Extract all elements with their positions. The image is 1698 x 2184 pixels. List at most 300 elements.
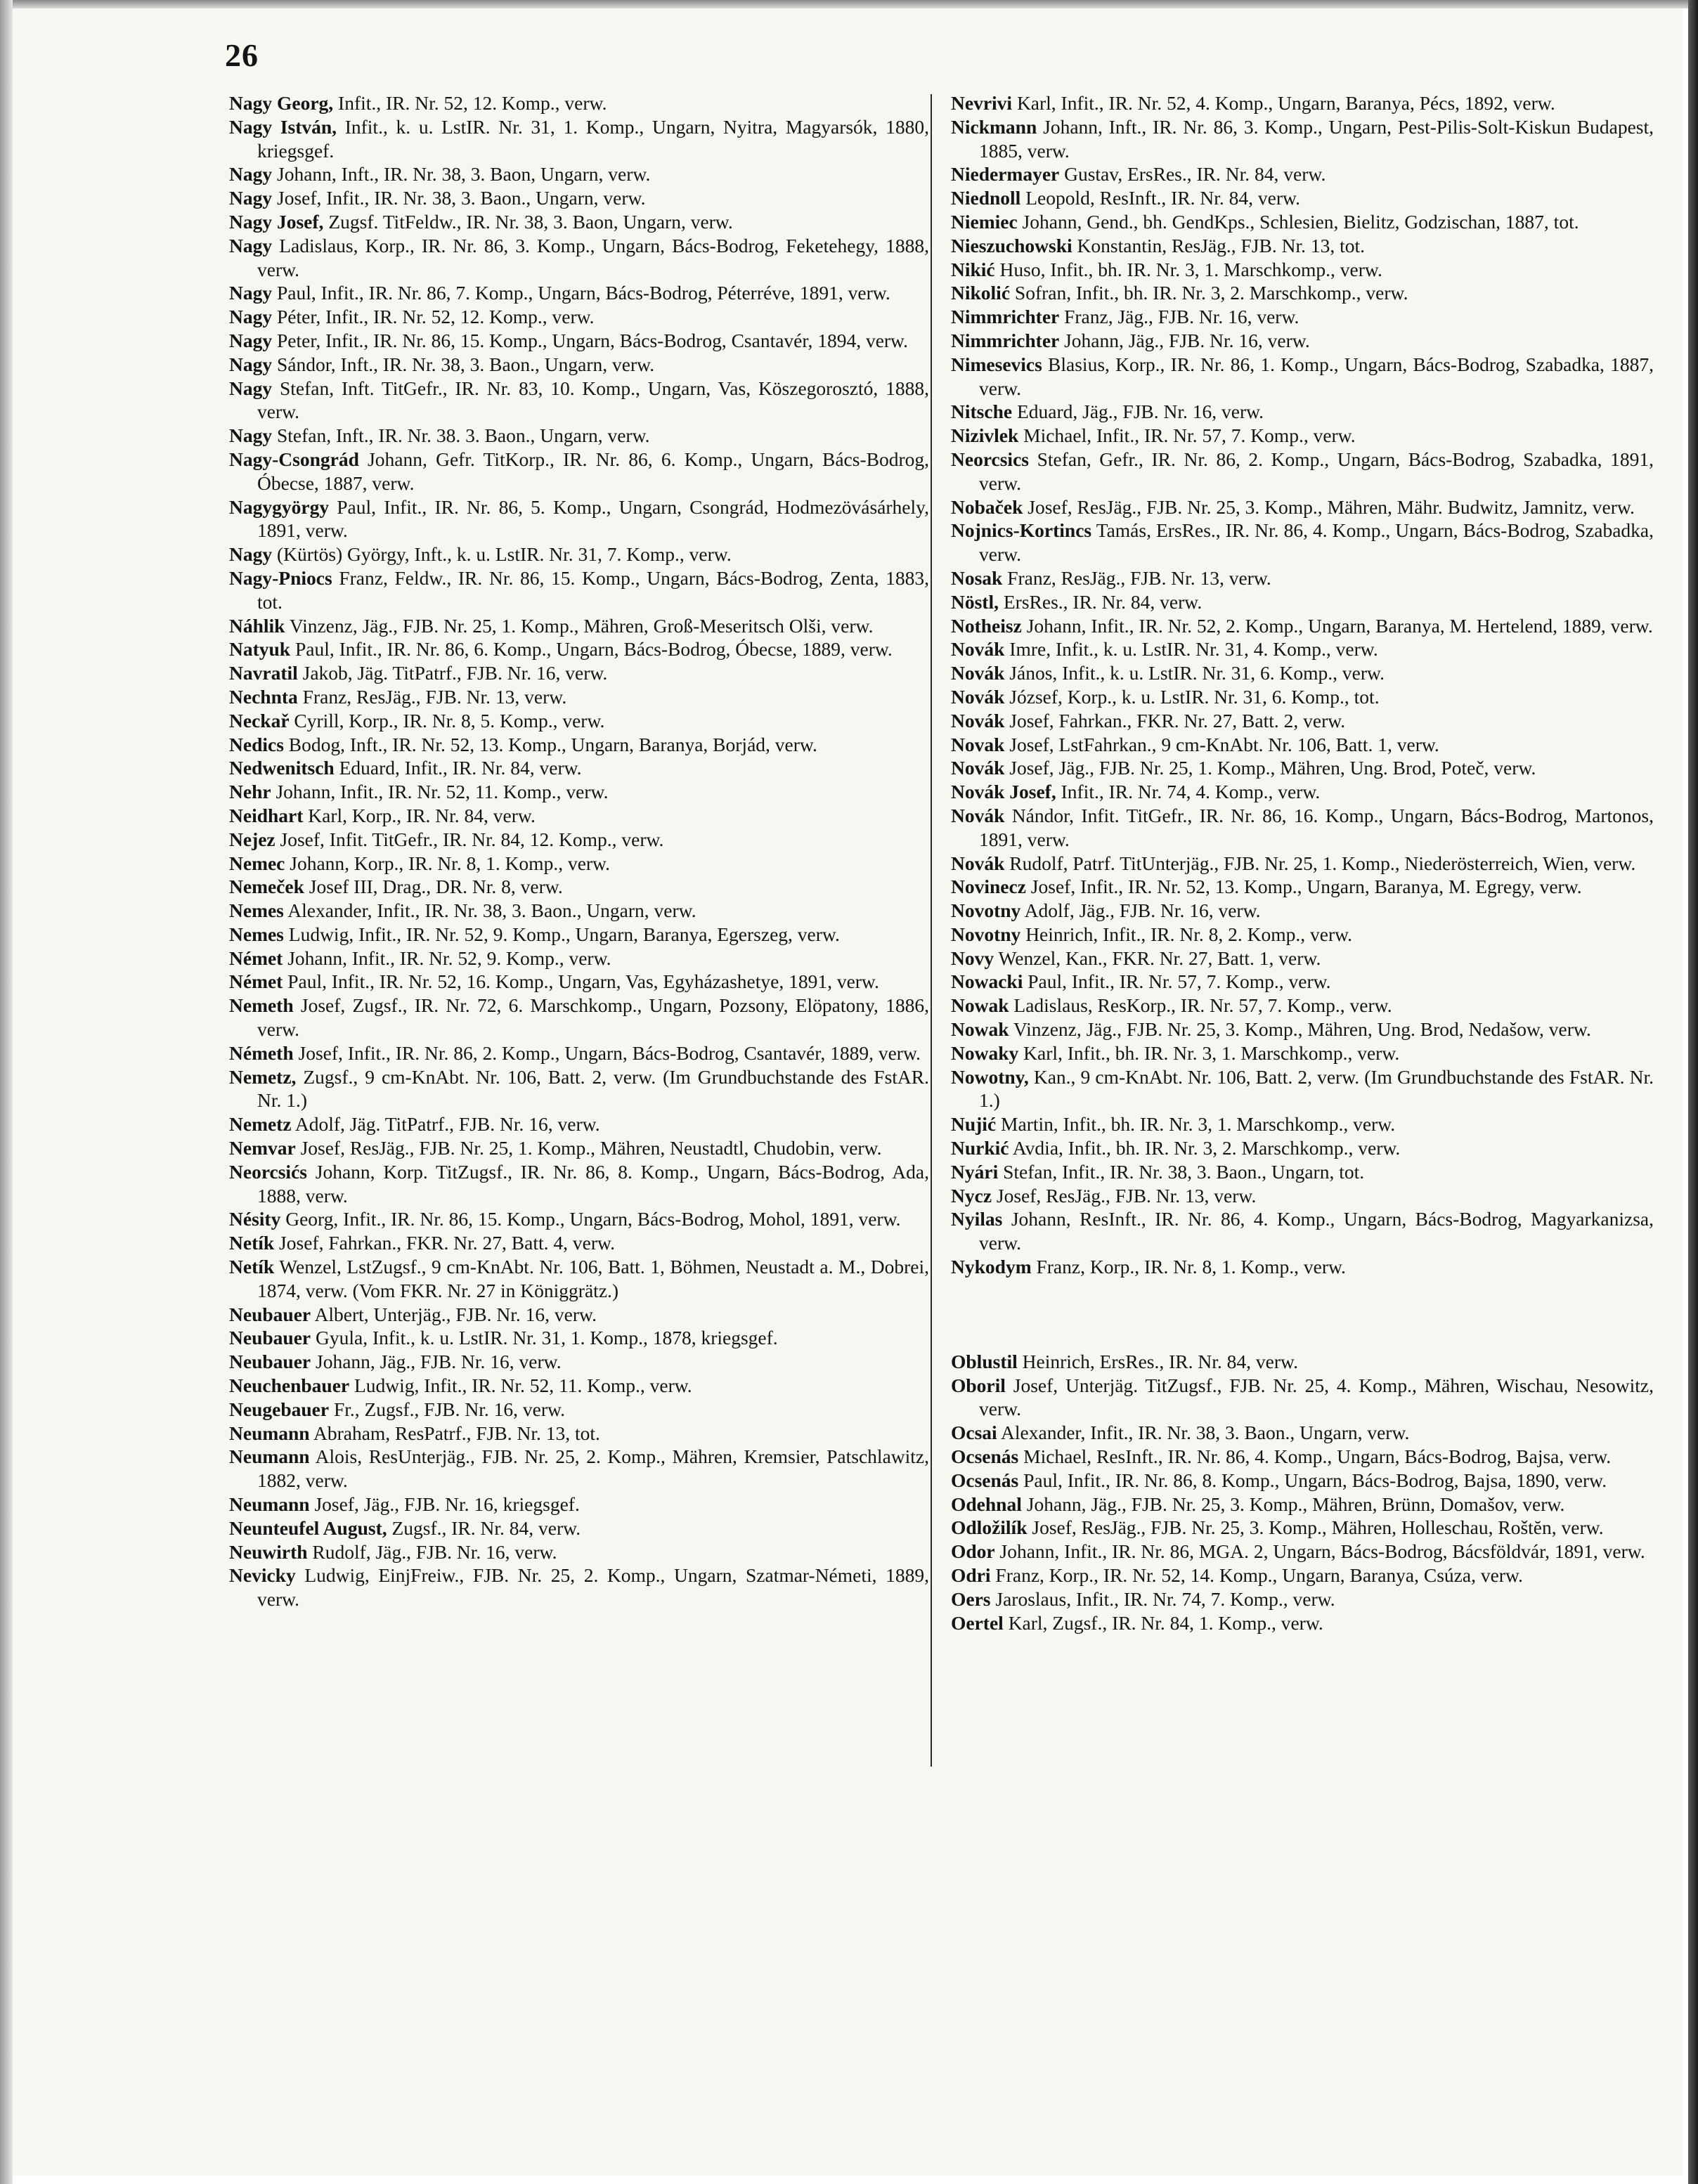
entry-name: Neunteufel August, bbox=[229, 1516, 387, 1539]
entry-name: Novák bbox=[951, 757, 1005, 779]
list-entry bbox=[951, 1421, 1654, 1445]
list-entry bbox=[951, 1112, 1654, 1136]
entry-details: Fr., Zugsf., FJB. Nr. 16, verw. bbox=[329, 1398, 565, 1420]
entry-details: Eduard, Jäg., FJB. Nr. 16, verw. bbox=[1012, 401, 1264, 423]
entry-details: Gyula, Infit., k. u. LstIR. Nr. 31, 1. Komp., 1878, kriegsgef. bbox=[311, 1327, 778, 1349]
list-entry bbox=[951, 1587, 1654, 1611]
entry-details: Johann, Jäg., FJB. Nr. 25, 3. Komp., Mähren, Brünn, Domašov, verw. bbox=[1021, 1493, 1565, 1515]
entry-details: Infit., IR. Nr. 52, 12. Komp., verw. bbox=[333, 92, 607, 114]
entry-details: Paul, Infit., IR. Nr. 86, 6. Komp., Ungarn, Bács-Bodrog, Óbecse, 1889, verw. bbox=[290, 638, 893, 661]
entry-name: Nedwenitsch bbox=[229, 757, 335, 779]
list-entry bbox=[951, 234, 1654, 258]
list-entry bbox=[951, 495, 1654, 519]
entry-details: Johann, Gend., bh. GendKps., Schlesien, Bielitz, Godzischan, 1887, tot. bbox=[1017, 210, 1579, 233]
entry-name: Nowacki bbox=[951, 970, 1023, 993]
entry-details: Ladislaus, ResKorp., IR. Nr. 57, 7. Komp., verw. bbox=[1009, 994, 1392, 1017]
entry-details: Josef, LstFahrkan., 9 cm-KnAbt. Nr. 106, Batt. 1, verw. bbox=[1004, 733, 1439, 755]
entry-details: Cyrill, Korp., IR. Nr. 8, 5. Komp., verw. bbox=[289, 709, 605, 732]
entry-details: Abraham, ResPatrf., FJB. Nr. 13, tot. bbox=[309, 1422, 600, 1444]
entry-name: Niemiec bbox=[951, 210, 1018, 233]
entry-name: Oers bbox=[951, 1587, 991, 1610]
entry-name: Nagy-Csongrád bbox=[229, 448, 359, 470]
entry-details: Johann, Korp., IR. Nr. 8, 1. Komp., verw. bbox=[285, 852, 611, 874]
entry-name: Neidhart bbox=[229, 804, 304, 826]
entry-details: Infit., IR. Nr. 74, 4. Komp., verw. bbox=[1056, 781, 1321, 803]
scan-edge-left bbox=[0, 0, 13, 2184]
entry-name: Nemes bbox=[229, 923, 284, 945]
list-entry bbox=[229, 1255, 929, 1303]
list-entry bbox=[229, 542, 929, 566]
entry-details: Karl, Zugsf., IR. Nr. 84, 1. Komp., verw. bbox=[1003, 1611, 1323, 1634]
list-entry bbox=[229, 899, 929, 923]
entry-name: Oboril bbox=[951, 1374, 1006, 1396]
entry-name: Nowak bbox=[951, 994, 1009, 1017]
entry-name: Nowak bbox=[951, 1018, 1009, 1041]
entry-details: Paul, Infit., IR. Nr. 86, 7. Komp., Ungarn, Bács-Bodrog, Péterréve, 1891, verw. bbox=[272, 282, 890, 304]
entry-name: Nyilas bbox=[951, 1208, 1003, 1230]
section-gap bbox=[951, 1279, 1654, 1350]
list-entry bbox=[229, 234, 929, 282]
list-entry bbox=[229, 1350, 929, 1374]
entry-details: Eduard, Infit., IR. Nr. 84, verw. bbox=[334, 757, 582, 779]
list-entry bbox=[229, 1445, 929, 1493]
entry-name: Nevrivi bbox=[951, 92, 1013, 114]
list-entry bbox=[951, 970, 1654, 994]
entry-details: Johann, Infit., IR. Nr. 52, 9. Komp., verw. bbox=[283, 947, 611, 969]
entry-name: Nykodym bbox=[951, 1256, 1032, 1278]
entry-name: Novy bbox=[951, 947, 994, 969]
scan-edge-top bbox=[0, 0, 1698, 8]
entry-details: Josef, ResJäg., FJB. Nr. 25, 3. Komp., Mähren, Holleschau, Roštĕn, verw. bbox=[1027, 1516, 1604, 1539]
entry-details: Avdia, Infit., bh. IR. Nr. 3, 2. Marschkomp., verw. bbox=[1009, 1137, 1401, 1159]
list-entry bbox=[229, 1207, 929, 1231]
list-entry bbox=[951, 1374, 1654, 1422]
entry-name: Nojnics-Kortincs bbox=[951, 519, 1092, 542]
entry-details: Martin, Infit., bh. IR. Nr. 3, 1. Marschkomp., verw. bbox=[996, 1113, 1396, 1136]
list-entry bbox=[951, 590, 1654, 614]
list-entry bbox=[951, 852, 1654, 876]
entry-details: Paul, Infit., IR. Nr. 57, 7. Komp., verw. bbox=[1023, 970, 1331, 993]
entry-details: Heinrich, ErsRes., IR. Nr. 84, verw. bbox=[1017, 1350, 1298, 1372]
list-entry bbox=[951, 519, 1654, 566]
entry-name: Nimmrichter bbox=[951, 329, 1060, 351]
entry-name: Oblustil bbox=[951, 1350, 1018, 1372]
entry-details: Stefan, Gefr., IR. Nr. 86, 2. Komp., Ungarn, Bács-Bodrog, Szabadka, 1891, verw. bbox=[979, 448, 1654, 494]
entry-name: Nagy Georg, bbox=[229, 92, 334, 114]
entry-name: Netík bbox=[229, 1256, 275, 1278]
list-entry bbox=[229, 852, 929, 876]
list-entry bbox=[229, 875, 929, 899]
list-entry bbox=[951, 305, 1654, 329]
entry-details: Franz, Feldw., IR. Nr. 86, 15. Komp., Ungarn, Bács-Bodrog, Zenta, 1883, tot. bbox=[257, 566, 929, 613]
list-entry bbox=[229, 424, 929, 448]
entry-name: Neumann bbox=[229, 1493, 310, 1516]
entry-name: Neubauer bbox=[229, 1327, 311, 1349]
list-entry bbox=[229, 1112, 929, 1136]
entry-name: Novotny bbox=[951, 923, 1021, 945]
entry-name: Nevicky bbox=[229, 1564, 296, 1587]
entry-details: Alois, ResUnterjäg., FJB. Nr. 25, 2. Komp., Mähren, Kremsier, Patschlawitz, 1882, verw. bbox=[257, 1445, 929, 1492]
list-entry bbox=[229, 329, 929, 353]
entry-details: Gustav, ErsRes., IR. Nr. 84, verw. bbox=[1059, 163, 1326, 186]
entry-details: Josef III, Drag., DR. Nr. 8, verw. bbox=[304, 876, 563, 898]
list-entry bbox=[229, 947, 929, 970]
entry-details: (Kürtös) György, Inft., k. u. LstIR. Nr. 31, 7. Komp., verw. bbox=[272, 543, 732, 566]
entry-name: Novák bbox=[951, 709, 1005, 732]
entry-name: Nujić bbox=[951, 1113, 997, 1136]
list-entry bbox=[229, 210, 929, 234]
list-entry bbox=[951, 685, 1654, 709]
entry-name: Novák bbox=[951, 852, 1005, 874]
entry-name: Odor bbox=[951, 1540, 995, 1563]
list-entry bbox=[951, 637, 1654, 661]
entry-name: Odri bbox=[951, 1564, 991, 1587]
entry-name: Nikolić bbox=[951, 282, 1011, 304]
list-entry bbox=[951, 424, 1654, 448]
list-entry bbox=[951, 1207, 1654, 1255]
entry-name: Nagy Josef, bbox=[229, 210, 324, 233]
list-entry bbox=[951, 162, 1654, 186]
entry-name: Náhlik bbox=[229, 614, 285, 637]
entry-name: Nehr bbox=[229, 781, 271, 803]
list-entry bbox=[229, 186, 929, 210]
entry-details: Georg, Infit., IR. Nr. 86, 15. Komp., Ungarn, Bács-Bodrog, Mohol, 1891, verw. bbox=[280, 1208, 901, 1230]
entry-details: Leopold, ResInft., IR. Nr. 84, verw. bbox=[1020, 187, 1300, 209]
list-entry bbox=[229, 1041, 929, 1065]
entry-details: Karl, Infit., bh. IR. Nr. 3, 1. Marschkomp., verw. bbox=[1018, 1041, 1400, 1064]
list-entry bbox=[951, 947, 1654, 970]
entry-details: Ladislaus, Korp., IR. Nr. 86, 3. Komp., Ungarn, Bács-Bodrog, Feketehegy, 1888, verw. bbox=[257, 234, 929, 280]
list-entry bbox=[951, 353, 1654, 401]
entry-details: Kan., 9 cm-KnAbt. Nr. 106, Batt. 2, verw. (Im Grundbuchstande des FstAR. Nr. 1.) bbox=[979, 1065, 1654, 1112]
list-entry bbox=[229, 804, 929, 828]
list-entry bbox=[229, 780, 929, 804]
entry-name: Nowotny, bbox=[951, 1065, 1029, 1088]
entry-details: Franz, ResJäg., FJB. Nr. 13, verw. bbox=[1002, 566, 1271, 589]
entry-name: Nechnta bbox=[229, 685, 298, 708]
list-entry bbox=[229, 1374, 929, 1398]
entry-details: Franz, Korp., IR. Nr. 52, 14. Komp., Ungarn, Baranya, Csúza, verw. bbox=[990, 1564, 1523, 1587]
list-entry bbox=[951, 899, 1654, 923]
list-entry bbox=[229, 91, 929, 115]
list-entry bbox=[951, 1516, 1654, 1540]
list-entry bbox=[229, 1564, 929, 1611]
list-entry bbox=[229, 1422, 929, 1445]
entry-details: Alexander, Infit., IR. Nr. 38, 3. Baon., Ungarn, verw. bbox=[997, 1422, 1410, 1444]
entry-name: Neumann bbox=[229, 1445, 310, 1468]
entry-name: Nemetz, bbox=[229, 1065, 297, 1088]
entry-details: Vinzenz, Jäg., FJB. Nr. 25, 3. Komp., Mähren, Ung. Brod, Nedašow, verw. bbox=[1009, 1018, 1591, 1041]
entry-name: Novák bbox=[951, 804, 1005, 826]
entry-details: Rudolf, Jäg., FJB. Nr. 16, verw. bbox=[307, 1540, 557, 1563]
list-entry bbox=[229, 733, 929, 757]
list-entry bbox=[229, 1398, 929, 1422]
entry-details: Paul, Infit., IR. Nr. 86, 8. Komp., Ungarn, Bács-Bodrog, Bajsa, 1890, verw. bbox=[1018, 1469, 1607, 1491]
list-entry bbox=[951, 804, 1654, 852]
list-entry bbox=[951, 1611, 1654, 1635]
list-entry bbox=[951, 448, 1654, 495]
entry-name: Novák Josef, bbox=[951, 781, 1056, 803]
entry-name: Nickmann bbox=[951, 115, 1037, 138]
entry-name: Nagy bbox=[229, 163, 273, 186]
entry-details: Peter, Infit., IR. Nr. 86, 15. Komp., Ungarn, Bács-Bodrog, Csantavér, 1894, verw. bbox=[272, 329, 909, 351]
list-entry bbox=[951, 1160, 1654, 1184]
entry-details: Michael, Infit., IR. Nr. 57, 7. Komp., verw. bbox=[1018, 424, 1356, 447]
entry-details: Johann, Jäg., FJB. Nr. 16, verw. bbox=[311, 1351, 562, 1373]
entry-name: Neubauer bbox=[229, 1351, 311, 1373]
entry-name: Nemec bbox=[229, 852, 285, 874]
entry-name: Novak bbox=[951, 733, 1005, 755]
entry-name: Német bbox=[229, 970, 283, 993]
entry-name: Nimesevics bbox=[951, 353, 1042, 375]
entry-details: Jaroslaus, Infit., IR. Nr. 74, 7. Komp., verw. bbox=[990, 1587, 1335, 1610]
entry-name: Nemeček bbox=[229, 876, 304, 898]
list-entry bbox=[951, 1350, 1654, 1374]
entry-details: Sándor, Inft., IR. Nr. 38, 3. Baon., Ungarn, verw. bbox=[272, 353, 655, 375]
entry-details: Ludwig, Infit., IR. Nr. 52, 9. Komp., Ungarn, Baranya, Egerszeg, verw. bbox=[283, 923, 840, 945]
entry-details: Stefan, Inft., IR. Nr. 38. 3. Baon., Ungarn, verw. bbox=[272, 424, 650, 447]
list-entry bbox=[951, 661, 1654, 685]
entry-details: Johann, Infit., IR. Nr. 86, MGA. 2, Ungarn, Bács-Bodrog, Bácsföldvár, 1891, verw. bbox=[994, 1540, 1645, 1563]
entry-name: Nagygyörgy bbox=[229, 495, 330, 518]
list-entry bbox=[229, 353, 929, 377]
entry-name: Niedermayer bbox=[951, 163, 1060, 186]
entry-details: Stefan, Inft. TitGefr., IR. Nr. 83, 10. Komp., Ungarn, Vas, Köszegorosztó, 1888, verw. bbox=[257, 377, 929, 423]
entry-name: Nöstl, bbox=[951, 590, 999, 613]
entry-details: Rudolf, Patrf. TitUnterjäg., FJB. Nr. 25, 1. Komp., Niederösterreich, Wien, verw. bbox=[1004, 852, 1636, 874]
entry-details: János, Infit., k. u. LstIR. Nr. 31, 6. Komp., verw. bbox=[1004, 662, 1385, 684]
list-entry bbox=[951, 756, 1654, 780]
entry-details: Infit., k. u. LstIR. Nr. 31, 1. Komp., Ungarn, Nyitra, Magyarsók, 1880, kriegsgef. bbox=[257, 115, 929, 162]
entry-details: Josef, Jäg., FJB. Nr. 25, 1. Komp., Mähren, Ung. Brod, Poteč, verw. bbox=[1004, 757, 1536, 779]
entry-details: Josef, Infit., IR. Nr. 86, 2. Komp., Ungarn, Bács-Bodrog, Csantavér, 1889, verw. bbox=[293, 1041, 921, 1064]
list-entry bbox=[951, 91, 1654, 115]
entry-details: Vinzenz, Jäg., FJB. Nr. 25, 1. Komp., Mähren, Groß-Meseritsch Olši, verw. bbox=[285, 614, 874, 637]
entry-name: Nemetz bbox=[229, 1113, 292, 1136]
entry-details: Ludwig, Infit., IR. Nr. 52, 11. Komp., verw. bbox=[349, 1374, 692, 1397]
entry-details: Josef, ResJäg., FJB. Nr. 25, 1. Komp., Mähren, Neustadtl, Chudobin, verw. bbox=[295, 1137, 882, 1159]
list-entry bbox=[951, 875, 1654, 899]
entry-name: Ocsenás bbox=[951, 1469, 1019, 1491]
entry-name: Németh bbox=[229, 1041, 294, 1064]
entry-details: Zugsf. TitFeldw., IR. Nr. 38, 3. Baon, Ungarn, verw. bbox=[323, 210, 733, 233]
entry-details: Johann, Infit., IR. Nr. 52, 11. Komp., verw. bbox=[271, 781, 609, 803]
entry-name: Nagy bbox=[229, 329, 273, 351]
entry-name: Nurkić bbox=[951, 1137, 1009, 1159]
entry-details: Nándor, Infit. TitGefr., IR. Nr. 86, 16. Komp., Ungarn, Bács-Bodrog, Martonos, 1891, verw. bbox=[979, 804, 1654, 850]
entry-details: Franz, Korp., IR. Nr. 8, 1. Komp., verw. bbox=[1031, 1256, 1346, 1278]
list-entry bbox=[951, 1018, 1654, 1041]
list-entry bbox=[229, 661, 929, 685]
entry-details: Wenzel, Kan., FKR. Nr. 27, Batt. 1, verw. bbox=[994, 947, 1321, 969]
entry-name: Neubauer bbox=[229, 1303, 311, 1325]
entry-details: Adolf, Jäg., FJB. Nr. 16, verw. bbox=[1020, 899, 1261, 922]
entry-name: Nagy István, bbox=[229, 115, 337, 138]
entry-name: Novák bbox=[951, 662, 1005, 684]
entry-name: Nagy bbox=[229, 377, 273, 399]
list-entry bbox=[951, 1445, 1654, 1469]
entry-name: Nimmrichter bbox=[951, 306, 1060, 328]
entry-details: Bodog, Inft., IR. Nr. 52, 13. Komp., Ungarn, Baranya, Borjád, verw. bbox=[283, 733, 817, 755]
entry-details: Tamás, ErsRes., IR. Nr. 86, 4. Komp., Ungarn, Bács-Bodrog, Szabadka, verw. bbox=[979, 519, 1654, 566]
list-entry bbox=[951, 566, 1654, 590]
entry-details: Zugsf., 9 cm-KnAbt. Nr. 106, Batt. 2, verw. (Im Grundbuchstande des FstAR. Nr. 1.) bbox=[257, 1065, 929, 1112]
entry-name: Oertel bbox=[951, 1611, 1004, 1634]
entry-name: Odložilík bbox=[951, 1516, 1028, 1539]
list-entry bbox=[229, 1136, 929, 1160]
entry-details: Albert, Unterjäg., FJB. Nr. 16, verw. bbox=[311, 1303, 597, 1325]
scan-edge-right bbox=[1688, 0, 1698, 2184]
entry-name: Netík bbox=[229, 1232, 275, 1254]
entry-details: Johann, Gefr. TitKorp., IR. Nr. 86, 6. Komp., Ungarn, Bács-Bodrog, Óbecse, 1887, verw. bbox=[257, 448, 929, 494]
list-entry bbox=[951, 923, 1654, 947]
list-entry bbox=[951, 1564, 1654, 1587]
entry-details: Heinrich, Infit., IR. Nr. 8, 2. Komp., verw. bbox=[1020, 923, 1353, 945]
entry-details: Josef, Zugsf., IR. Nr. 72, 6. Marschkomp., Ungarn, Pozsony, Elöpatony, 1886, verw. bbox=[257, 994, 929, 1041]
entry-details: Johann, Jäg., FJB. Nr. 16, verw. bbox=[1059, 329, 1310, 351]
entry-name: Nagy bbox=[229, 282, 273, 304]
list-entry bbox=[229, 756, 929, 780]
list-entry bbox=[951, 1493, 1654, 1516]
entry-name: Német bbox=[229, 947, 283, 969]
list-entry bbox=[951, 709, 1654, 733]
entry-details: Johann, Korp. TitZugsf., IR. Nr. 86, 8. Komp., Ungarn, Bács-Bodrog, Ada, 1888, verw. bbox=[257, 1160, 929, 1207]
entry-name: Neckař bbox=[229, 709, 290, 732]
entry-details: Josef, Infit., IR. Nr. 52, 13. Komp., Ungarn, Baranya, M. Egregy, verw. bbox=[1025, 876, 1582, 898]
list-entry bbox=[951, 115, 1654, 163]
entry-details: Alexander, Infit., IR. Nr. 38, 3. Baon., Ungarn, verw. bbox=[283, 899, 696, 922]
entry-details: Franz, ResJäg., FJB. Nr. 13, verw. bbox=[297, 685, 567, 708]
entry-name: Nowaky bbox=[951, 1041, 1019, 1064]
entry-name: Nycz bbox=[951, 1184, 992, 1207]
entry-name: Nemes bbox=[229, 899, 284, 922]
entry-details: Franz, Jäg., FJB. Nr. 16, verw. bbox=[1059, 306, 1300, 328]
list-entry bbox=[229, 1493, 929, 1516]
entry-details: Imre, Infit., k. u. LstIR. Nr. 31, 4. Komp., verw. bbox=[1004, 638, 1378, 661]
entry-name: Novák bbox=[951, 638, 1005, 661]
list-entry bbox=[229, 1231, 929, 1255]
entry-name: Nagy bbox=[229, 187, 273, 209]
entry-details: Huso, Infit., bh. IR. Nr. 3, 1. Marschkomp., verw. bbox=[994, 258, 1382, 280]
entry-details: Johann, Infit., IR. Nr. 52, 2. Komp., Ungarn, Baranya, M. Hertelend, 1889, verw. bbox=[1021, 614, 1653, 637]
list-entry bbox=[229, 828, 929, 852]
entry-name: Neuchenbauer bbox=[229, 1374, 350, 1397]
list-entry bbox=[229, 709, 929, 733]
entry-name: Ocsenás bbox=[951, 1445, 1019, 1468]
entry-details: Stefan, Infit., IR. Nr. 38, 3. Baon., Ungarn, tot. bbox=[998, 1160, 1365, 1183]
list-entry bbox=[229, 448, 929, 495]
list-entry bbox=[951, 400, 1654, 424]
list-entry bbox=[229, 1540, 929, 1564]
entry-name: Nedics bbox=[229, 733, 284, 755]
entry-details: Josef, ResJäg., FJB. Nr. 25, 3. Komp., Mähren, Mähr. Budwitz, Jamnitz, verw. bbox=[1023, 495, 1635, 518]
entry-details: Josef, Unterjäg. TitZugsf., FJB. Nr. 25, 4. Komp., Mähren, Wischau, Nesowitz, verw. bbox=[979, 1374, 1654, 1420]
entry-name: Nyári bbox=[951, 1160, 999, 1183]
list-entry bbox=[229, 162, 929, 186]
right-column bbox=[951, 91, 1654, 1634]
entry-name: Neumann bbox=[229, 1422, 310, 1444]
entry-details: Josef, Fahrkan., FKR. Nr. 27, Batt. 4, verw. bbox=[274, 1232, 615, 1254]
page-number: 26 bbox=[225, 37, 259, 73]
entry-details: Josef, ResJäg., FJB. Nr. 13, verw. bbox=[992, 1184, 1257, 1207]
list-entry bbox=[951, 1041, 1654, 1065]
list-entry bbox=[951, 994, 1654, 1018]
list-entry bbox=[229, 685, 929, 709]
list-entry bbox=[951, 1065, 1654, 1113]
entry-name: Niednoll bbox=[951, 187, 1021, 209]
list-entry bbox=[951, 1184, 1654, 1208]
entry-name: Nagy bbox=[229, 543, 273, 566]
entry-name: Nejez bbox=[229, 828, 276, 850]
entry-details: Johann, Inft., IR. Nr. 38, 3. Baon, Ungarn, verw. bbox=[272, 163, 651, 186]
left-column bbox=[229, 91, 929, 1611]
entry-name: Nemvar bbox=[229, 1137, 296, 1159]
entry-name: Neuwirth bbox=[229, 1540, 308, 1563]
entry-details: Paul, Infit., IR. Nr. 52, 16. Komp., Ungarn, Vas, Egyházashetye, 1891, verw. bbox=[283, 970, 879, 993]
list-entry bbox=[951, 281, 1654, 305]
entry-details: Wenzel, LstZugsf., 9 cm-KnAbt. Nr. 106, Batt. 1, Böhmen, Neustadt a. M., Dobrei, 1874, verw. (Vom FKR. Nr. 27 in Königgrätz.) bbox=[257, 1256, 929, 1301]
entry-name: Nagy bbox=[229, 234, 273, 256]
list-entry bbox=[229, 1160, 929, 1208]
list-entry bbox=[951, 614, 1654, 638]
entry-details: Jakob, Jäg. TitPatrf., FJB. Nr. 16, verw. bbox=[297, 662, 608, 684]
entry-details: Paul, Infit., IR. Nr. 86, 5. Komp., Ungarn, Csongrád, Hodmezövásárhely, 1891, verw. bbox=[257, 495, 929, 542]
list-entry bbox=[951, 1540, 1654, 1564]
list-entry bbox=[951, 186, 1654, 210]
entry-name: Neorcsics bbox=[951, 448, 1029, 470]
entry-name: Navratil bbox=[229, 662, 298, 684]
entry-name: Neugebauer bbox=[229, 1398, 330, 1420]
entry-details: Karl, Infit., IR. Nr. 52, 4. Komp., Ungarn, Baranya, Pécs, 1892, verw. bbox=[1012, 92, 1555, 114]
list-entry bbox=[951, 780, 1654, 804]
entry-name: Nagy bbox=[229, 353, 273, 375]
entry-name: Neorcsićs bbox=[229, 1160, 307, 1183]
entry-details: Zugsf., IR. Nr. 84, verw. bbox=[387, 1516, 581, 1539]
list-entry bbox=[229, 115, 929, 163]
list-entry bbox=[229, 566, 929, 614]
entry-name: Nizivlek bbox=[951, 424, 1019, 447]
list-entry bbox=[951, 733, 1654, 757]
entry-details: Blasius, Korp., IR. Nr. 86, 1. Komp., Ungarn, Bács-Bodrog, Szabadka, 1887, verw. bbox=[979, 353, 1654, 399]
list-entry bbox=[951, 258, 1654, 282]
entry-name: Nikić bbox=[951, 258, 995, 280]
entry-name: Ocsai bbox=[951, 1422, 997, 1444]
list-entry bbox=[229, 305, 929, 329]
entry-name: Nagy bbox=[229, 424, 273, 447]
entry-details: ErsRes., IR. Nr. 84, verw. bbox=[999, 590, 1203, 613]
list-entry bbox=[229, 637, 929, 661]
list-entry bbox=[951, 329, 1654, 353]
entry-name: Nosak bbox=[951, 566, 1003, 589]
list-entry bbox=[229, 1303, 929, 1327]
entry-name: Novotny bbox=[951, 899, 1021, 922]
list-entry bbox=[229, 495, 929, 543]
entry-details: Adolf, Jäg. TitPatrf., FJB. Nr. 16, verw. bbox=[291, 1113, 600, 1136]
list-entry bbox=[229, 281, 929, 305]
list-entry bbox=[229, 923, 929, 947]
entry-name: Novák bbox=[951, 685, 1005, 708]
entry-details: Josef, Jäg., FJB. Nr. 16, kriegsgef. bbox=[309, 1493, 580, 1516]
list-entry bbox=[229, 614, 929, 638]
list-entry bbox=[951, 1469, 1654, 1493]
entry-details: Sofran, Infit., bh. IR. Nr. 3, 2. Marschkomp., verw. bbox=[1010, 282, 1408, 304]
entry-name: Nagy-Pniocs bbox=[229, 566, 332, 589]
list-entry bbox=[229, 1326, 929, 1350]
entry-name: Notheisz bbox=[951, 614, 1022, 637]
entry-details: Johann, Inft., IR. Nr. 86, 3. Komp., Ungarn, Pest-Pilis-Solt-Kiskun Budapest, 1885, verw. bbox=[979, 115, 1654, 162]
entry-details: Josef, Infit. TitGefr., IR. Nr. 84, 12. Komp., verw. bbox=[275, 828, 664, 850]
entry-details: Michael, ResInft., IR. Nr. 86, 4. Komp., Ungarn, Bács-Bodrog, Bajsa, verw. bbox=[1018, 1445, 1612, 1468]
